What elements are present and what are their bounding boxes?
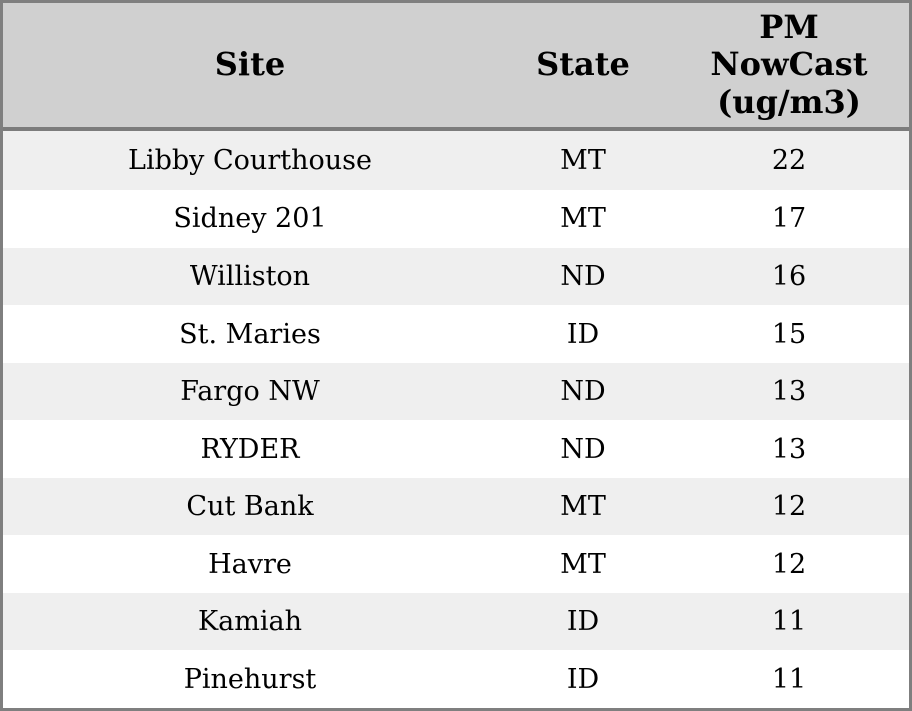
pm-value-cell: 13: [771, 376, 807, 408]
table-row: [3, 305, 909, 363]
table-row: [3, 478, 909, 536]
table-row: [3, 129, 909, 190]
site-cell: Sidney 201: [173, 203, 327, 235]
table-row: [3, 593, 909, 651]
state-cell: MT: [560, 548, 606, 580]
site-cell: Kamiah: [198, 606, 302, 638]
state-cell: ID: [566, 663, 600, 695]
table-header: [3, 3, 909, 129]
pm-nowcast-table: [3, 3, 909, 708]
pm-value-cell: 13: [771, 433, 807, 465]
column-header-pm-nowcast: [669, 3, 909, 129]
state-cell: ND: [560, 376, 606, 408]
table-row: [3, 248, 909, 306]
table-row: [3, 363, 909, 421]
site-cell: Pinehurst: [183, 663, 317, 695]
pm-value-cell: 11: [771, 606, 807, 638]
site-cell: Williston: [189, 261, 311, 292]
state-cell: ID: [566, 318, 600, 350]
state-cell: MT: [560, 203, 606, 235]
table-row: [3, 420, 909, 478]
column-header-pm-nowcast-label: PM NowCast (ug/m3): [710, 8, 868, 121]
column-header-site: Site: [3, 3, 497, 129]
state-cell: ND: [560, 433, 606, 465]
state-cell: ND: [560, 261, 606, 292]
site-cell: Cut Bank: [186, 491, 314, 523]
state-cell: MT: [560, 145, 606, 177]
site-cell: Libby Courthouse: [128, 145, 372, 177]
pm-value-cell: 22: [771, 145, 807, 177]
pm-value-cell: 12: [771, 548, 807, 580]
table-row: [3, 190, 909, 248]
column-header-state: State: [497, 3, 669, 129]
header-row: [3, 3, 909, 129]
state-cell: ID: [566, 606, 600, 638]
site-cell: RYDER: [200, 433, 300, 465]
pm-value-cell: 15: [771, 318, 807, 350]
site-cell: Havre: [208, 548, 292, 580]
state-cell: MT: [560, 491, 606, 523]
site-cell: St. Maries: [179, 318, 321, 350]
pm-value-cell: 11: [771, 663, 807, 695]
pm-value-cell: 12: [771, 491, 807, 523]
site-cell: Fargo NW: [180, 376, 320, 408]
table-row: [3, 650, 909, 708]
pm-value-cell: 17: [771, 203, 807, 235]
table-row: [3, 535, 909, 593]
pm-value-cell: 16: [771, 261, 807, 292]
table-body: [3, 129, 909, 708]
